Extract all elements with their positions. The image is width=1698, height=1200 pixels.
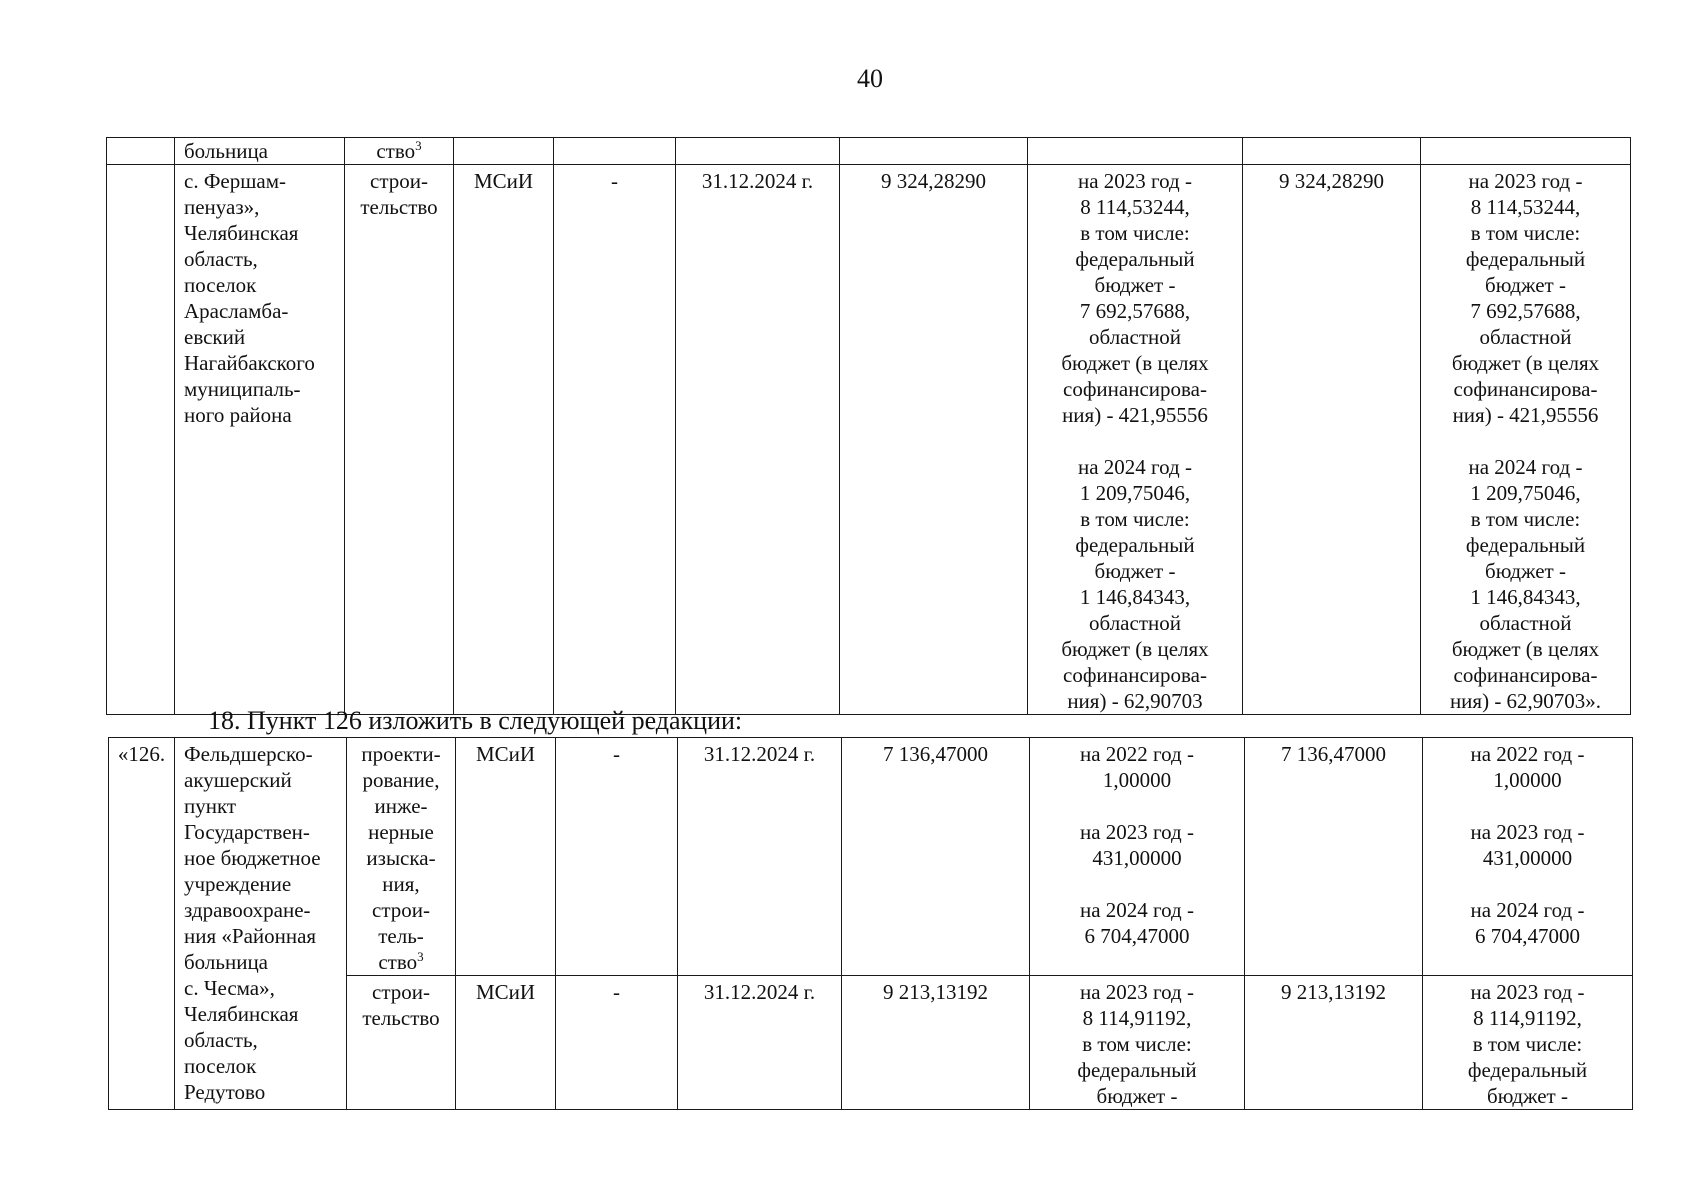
work-type-cell: ство$^3$ bbox=[345, 138, 454, 165]
main-row bbox=[107, 165, 1631, 715]
financing-cell: на 2022 год - 1,00000 на 2023 год - 431,00000 на 2024 год - 6 704,47000 bbox=[1030, 738, 1245, 976]
dash-cell bbox=[554, 138, 676, 165]
deadline-cell: 31.12.2024 г. bbox=[678, 738, 842, 976]
customer-cell: МСиИ bbox=[456, 738, 556, 976]
customer-cell: МСиИ bbox=[454, 165, 554, 715]
cost2-cell: 9 213,13192 bbox=[1245, 976, 1423, 1110]
financing2-cell: на 2023 год - 8 114,53244, в том числе: федеральный бюджет - 7 692,57688, областной бюджет (в целях софинансирова- ния) - 421,95556 на 2024 год - 1 209,75046, в том числе: федеральный бюджет - 1 146,84343, областной бюджет (в целях софинансирова- ния) - 62,90703». bbox=[1421, 165, 1631, 715]
continuation-row bbox=[107, 138, 1631, 165]
object-name-cell: больница bbox=[175, 138, 345, 165]
deadline-cell: 31.12.2024 г. bbox=[676, 165, 840, 715]
financing-cell: на 2023 год - 8 114,91192, в том числе: федеральный бюджет - bbox=[1030, 976, 1245, 1110]
financing2-cell bbox=[1421, 138, 1631, 165]
object-name-part1: Фельдшерско- акушерский пункт Государствен- ное бюджетное учреждение здравоохране- ния «Районная больница bbox=[184, 742, 321, 974]
customer-cell bbox=[454, 138, 554, 165]
object-name-cell: с. Фершам- пенуаз», Челябинская область, поселок Арасламба- евский Нагайбакского муниципаль- ного района bbox=[175, 165, 345, 715]
cost-cell: 9 324,28290 bbox=[840, 165, 1028, 715]
work-type-cell: строи- тельство bbox=[345, 165, 454, 715]
instruction-text: 18. Пункт 126 изложить в следующей редакции: bbox=[208, 706, 743, 735]
financing2-cell: на 2023 год - 8 114,91192, в том числе: федеральный бюджет - bbox=[1423, 976, 1633, 1110]
financing-cell bbox=[1028, 138, 1243, 165]
cost2-cell bbox=[1243, 138, 1421, 165]
dash-cell: - bbox=[554, 165, 676, 715]
item-row-design bbox=[109, 738, 1633, 976]
cost-cell bbox=[840, 138, 1028, 165]
top-table bbox=[106, 137, 1631, 715]
deadline-cell bbox=[676, 138, 840, 165]
dash-cell: - bbox=[556, 976, 678, 1110]
object-name-part2: с. Чесма», Челябинская область, поселок Редутово bbox=[184, 976, 299, 1104]
page-number: 40 bbox=[857, 64, 883, 93]
work-type-cell: строи- тельство bbox=[347, 976, 456, 1110]
number-cell bbox=[107, 165, 175, 715]
cost2-cell: 7 136,47000 bbox=[1245, 738, 1423, 976]
financing-cell: на 2023 год - 8 114,53244, в том числе: федеральный бюджет - 7 692,57688, областной бюджет (в целях софинансирова- ния) - 421,95556 на 2024 год - 1 209,75046, в том числе: федеральный бюджет - 1 146,84343, областной бюджет (в целях софинансирова- ния) - 62,90703 bbox=[1028, 165, 1243, 715]
financing2-cell: на 2022 год - 1,00000 на 2023 год - 431,00000 на 2024 год - 6 704,47000 bbox=[1423, 738, 1633, 976]
number-cell bbox=[107, 138, 175, 165]
cost-cell: 9 213,13192 bbox=[842, 976, 1030, 1110]
work-type-cell: проекти- рование, инже- нерные изыска- ния, строи- тель- ство$^3$ bbox=[347, 738, 456, 976]
object-name-cell bbox=[175, 738, 347, 1110]
cost2-cell: 9 324,28290 bbox=[1243, 165, 1421, 715]
cost-cell: 7 136,47000 bbox=[842, 738, 1030, 976]
item-number-cell: «126. bbox=[109, 738, 175, 1110]
bottom-table bbox=[108, 737, 1633, 1110]
customer-cell: МСиИ bbox=[456, 976, 556, 1110]
deadline-cell: 31.12.2024 г. bbox=[678, 976, 842, 1110]
dash-cell: - bbox=[556, 738, 678, 976]
